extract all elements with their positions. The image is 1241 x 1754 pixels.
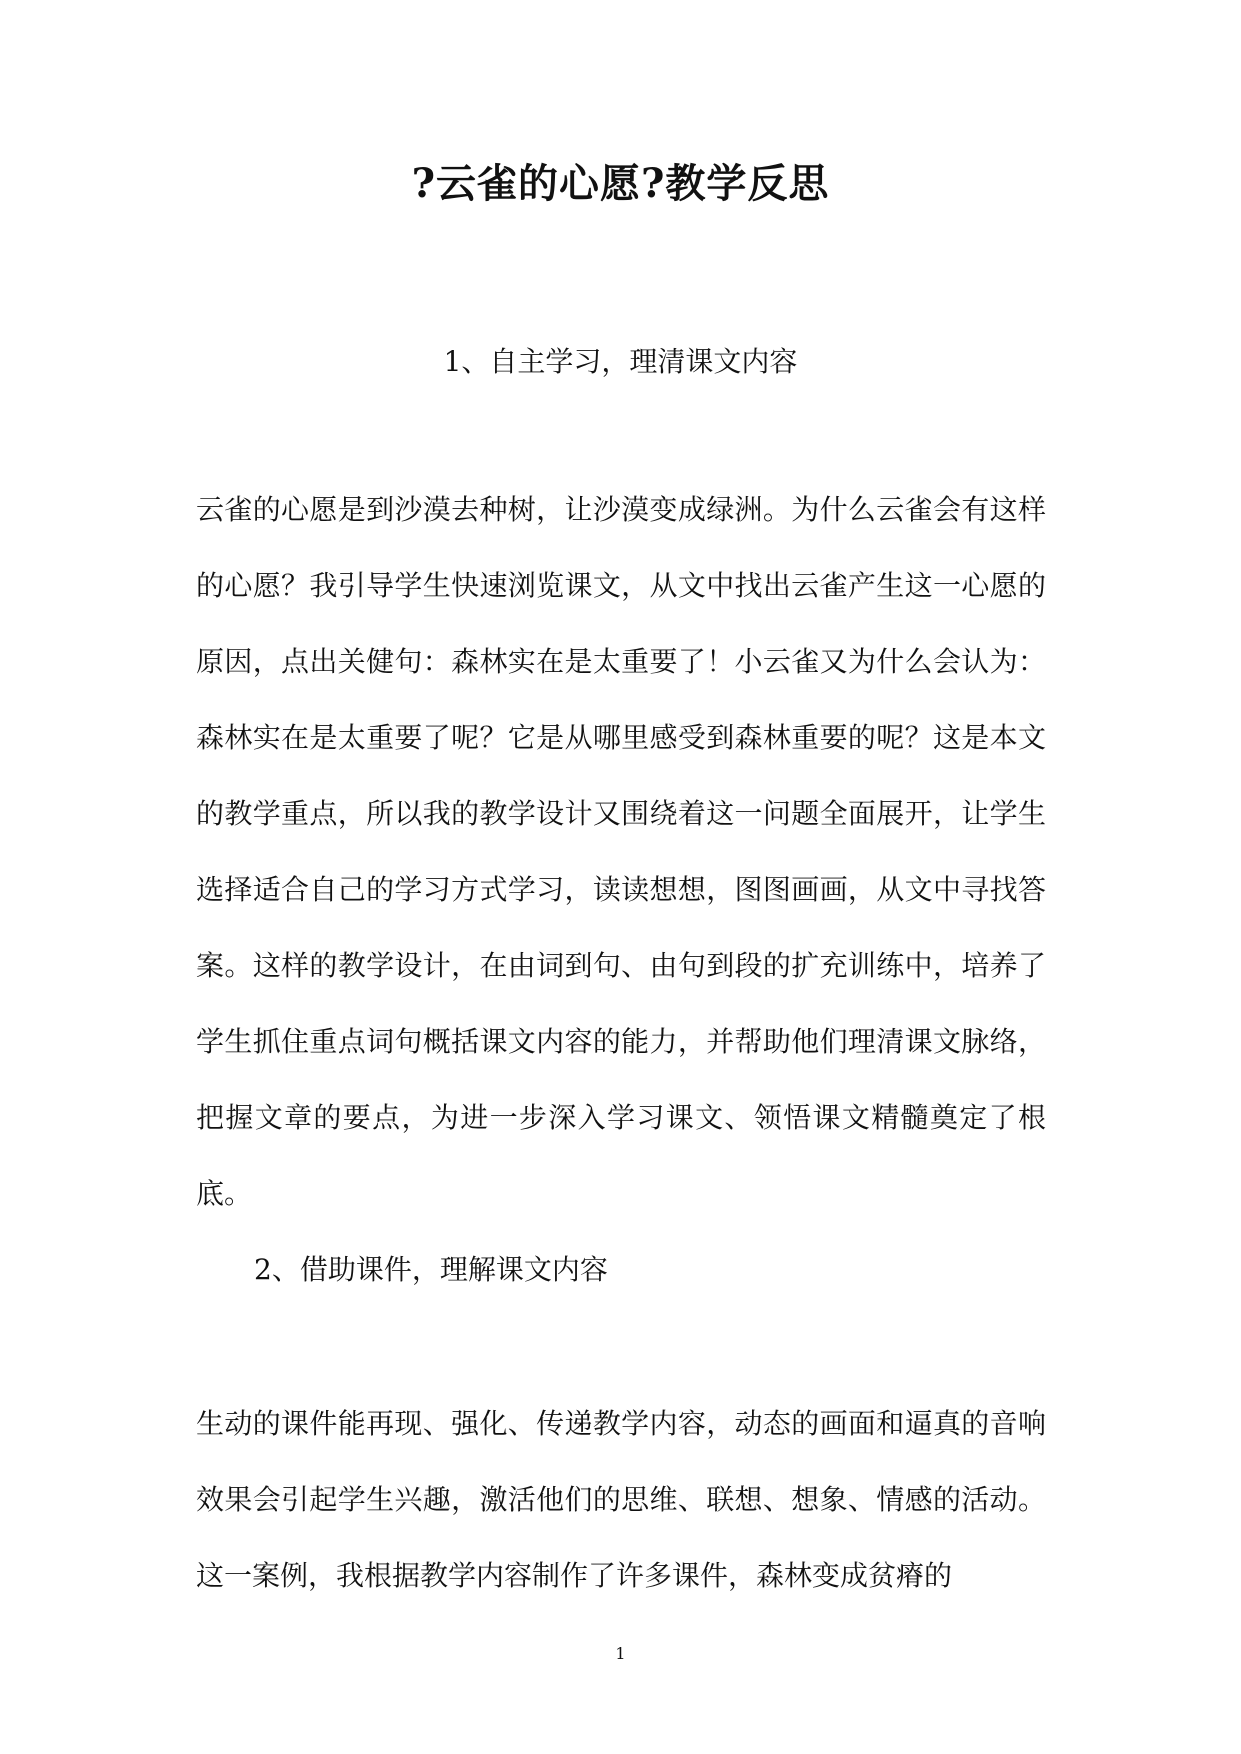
section-heading-1: 1、自主学习，理清课文内容 bbox=[443, 345, 798, 378]
section-heading-2: 2、借助课件，理解课文内容 bbox=[254, 1253, 608, 1286]
page-number: 1 bbox=[615, 1644, 626, 1663]
section-paragraph-2: 生动的课件能再现、强化、传递教学内容，动态的画面和逼真的音响效果会引起学生兴趣，激活他们的思维、联想、想象、情感的活动。这一案例，我根据教学内容制作了许多课件，森林变成贫瘠的 bbox=[196, 1407, 1046, 1592]
section-paragraph-1: 云雀的心愿是到沙漠去种树，让沙漠变成绿洲。为什么云雀会有这样的心愿？我引导学生快速浏览课文，从文中找出云雀产生这一心愿的原因，点出关健句：森林实在是太重要了！小云雀又为什么会认为：森林实在是太重要了呢？它是从哪里感受到森林重要的呢？这是本文的教学重点，所以我的教学设计又围绕着这一问题全面展开，让学生选择适合自己的学习方式学习，读读想想，图图画画，从文中寻找答案。这样的教学设计，在由词到句、由句到段的扩充训练中，培养了学生抓住重点词句概括课文内容的能力，并帮助他们理清课文脉络，把握文章的要点，为进一步深入学习课文、领悟课文精髓奠定了根底。 bbox=[196, 493, 1046, 1210]
document-title: ?云雀的心愿?教学反思 bbox=[411, 160, 830, 207]
